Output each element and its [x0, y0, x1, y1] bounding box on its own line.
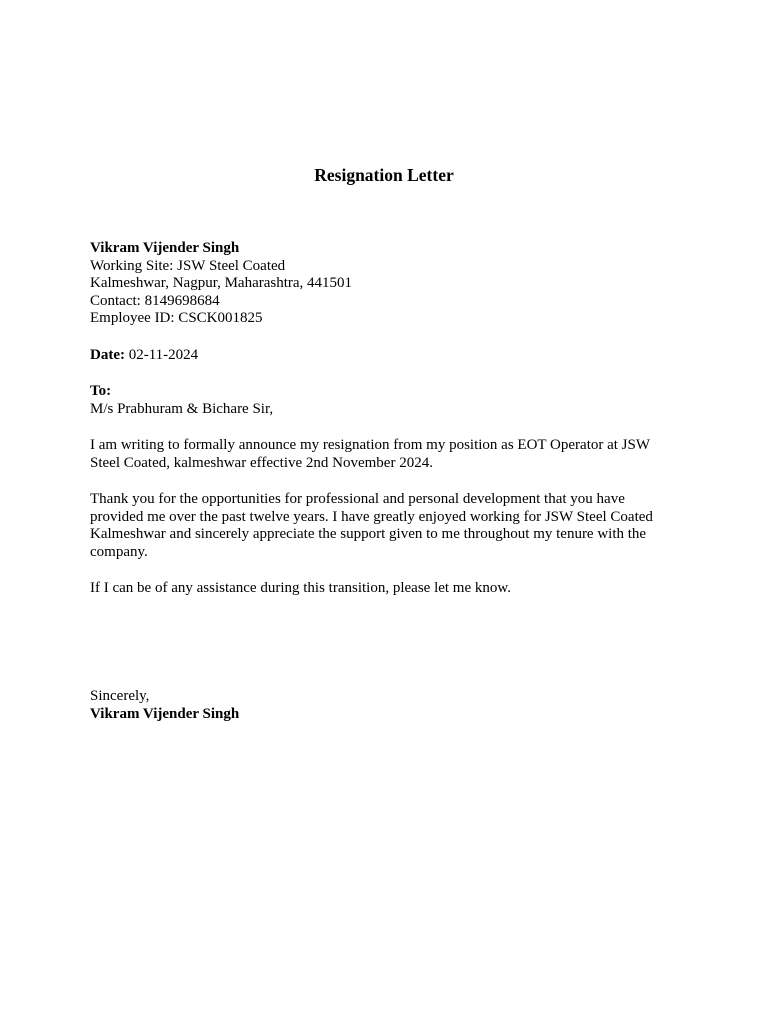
paragraph-line: I am writing to formally announce my resignation from my position as EOT Operator at JSW	[90, 437, 651, 453]
paragraph-line: Thank you for the opportunities for professional and personal development that you have	[90, 491, 625, 507]
document-title: Resignation Letter	[314, 165, 454, 185]
date-label: Date:	[90, 347, 125, 363]
sender-contact: Contact: 8149698684	[90, 292, 220, 309]
closing-salutation: Sincerely,	[90, 688, 150, 704]
paragraph-line: Kalmeshwar and sincerely appreciate the support given to me throughout my tenure with the	[90, 526, 647, 542]
sender-working-site: Working Site: JSW Steel Coated	[90, 257, 286, 274]
signature-name: Vikram Vijender Singh	[90, 705, 240, 722]
sender-employee-id: Employee ID: CSCK001825	[90, 310, 263, 326]
closing-block	[90, 688, 680, 723]
paragraph-line: company.	[90, 543, 148, 560]
recipient-label: To:	[90, 383, 112, 399]
sender-block	[90, 240, 680, 328]
paragraph-line: If I can be of any assistance during this transition, please let me know.	[90, 580, 511, 596]
body-paragraph-thanks	[90, 491, 680, 561]
body-paragraph-resignation	[90, 437, 680, 472]
date-line	[90, 347, 680, 365]
recipient-name: M/s Prabhuram & Bichare Sir,	[90, 400, 274, 417]
paragraph-line: Steel Coated, kalmeshwar effective 2nd November 2024.	[90, 454, 433, 471]
date-value: 02-11-2024	[124, 347, 199, 363]
recipient-block	[90, 383, 680, 418]
body-paragraph-assistance	[90, 580, 680, 598]
sender-address: Kalmeshwar, Nagpur, Maharashtra, 441501	[90, 275, 353, 291]
paragraph-line: provided me over the past twelve years. I have greatly enjoyed working for JSW Steel Coated	[90, 508, 653, 525]
sender-name: Vikram Vijender Singh	[90, 240, 240, 256]
